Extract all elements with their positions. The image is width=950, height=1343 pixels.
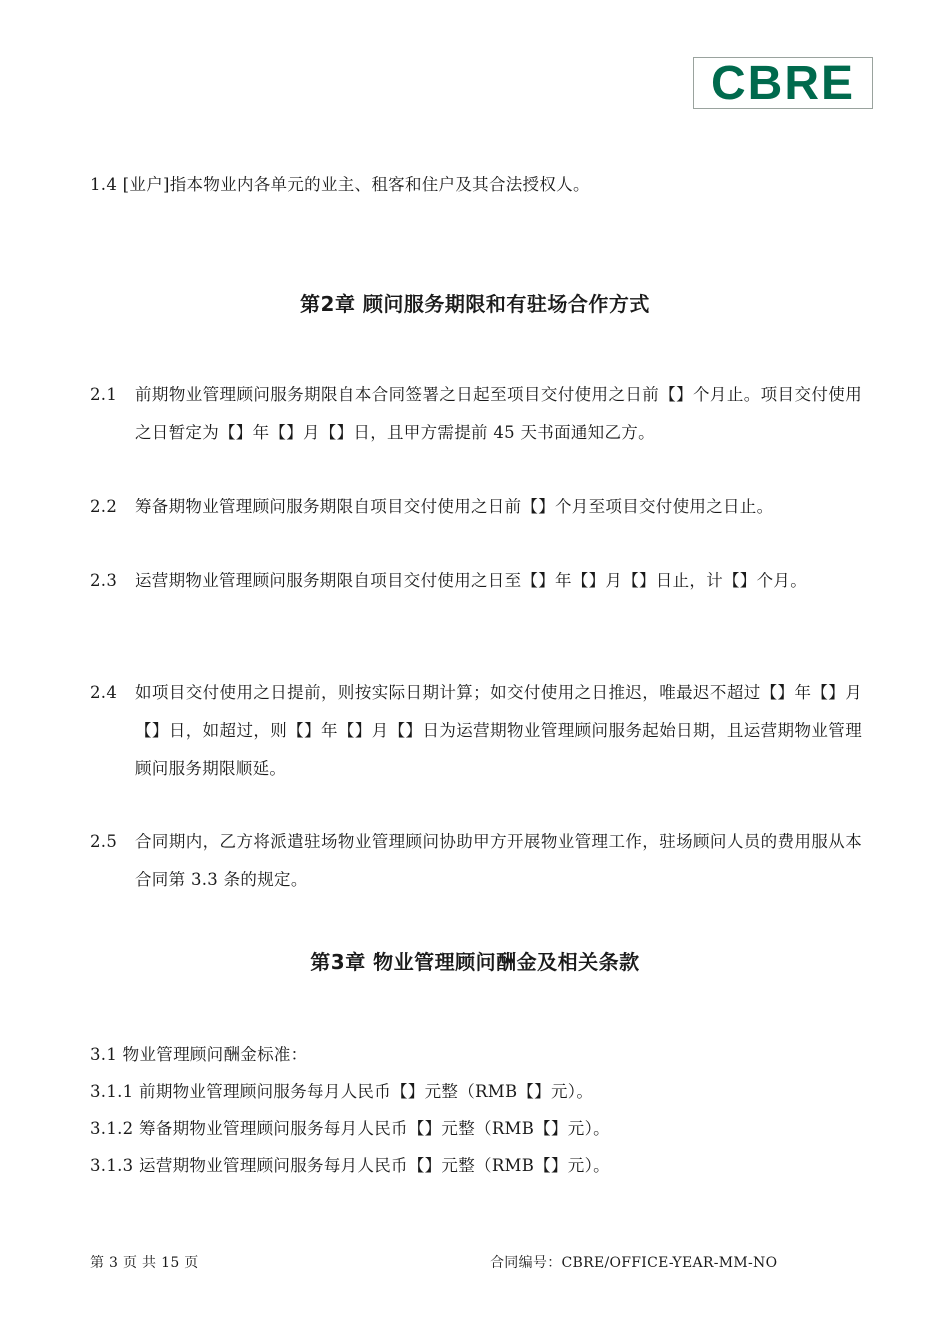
contract-number: 合同编号：CBRE/OFFICE-YEAR-MM-NO xyxy=(490,1255,778,1271)
clause-2-1 xyxy=(90,376,862,452)
page-number: 第 3 页 共 15 页 xyxy=(90,1255,199,1271)
clause-3-1-2: 3.1.2 筹备期物业管理顾问服务每月人民币【】元整（RMB【】元）。 xyxy=(90,1119,610,1138)
clause-text: 前期物业管理顾问服务期限自本合同签署之日起至项目交付使用之日前【】个月止。项目交付使用之日暂定为【】年【】月【】日，且甲方需提前 45 天书面通知乙方。 xyxy=(135,385,862,442)
clause-text: 合同期内，乙方将派遣驻场物业管理顾问协助甲方开展物业管理工作，驻场顾问人员的费用服从本合同第 3.3 条的规定。 xyxy=(135,832,862,889)
clause-2-3 xyxy=(90,562,862,600)
clause-3-1: 3.1 物业管理顾问酬金标准： xyxy=(90,1045,308,1064)
clause-number: 2.3 xyxy=(90,571,118,590)
clause-number: 2.4 xyxy=(90,683,118,702)
clause-3-1-1: 3.1.1 前期物业管理顾问服务每月人民币【】元整（RMB【】元）。 xyxy=(90,1082,594,1101)
clause-2-2 xyxy=(90,488,862,526)
clause-number: 2.1 xyxy=(90,385,118,404)
cbre-logo xyxy=(693,57,873,109)
clause-text: 如项目交付使用之日提前，则按实际日期计算；如交付使用之日推迟，唯最迟不超过【】年【】月【】日，如超过，则【】年【】月【】日为运营期物业管理顾问服务起始日期，且运营期物业管理顾问服务期限顺延。 xyxy=(135,683,862,778)
chapter-3-heading: 第3章 物业管理顾问酬金及相关条款 xyxy=(310,950,640,974)
clause-number: 2.5 xyxy=(90,832,118,851)
clause-3-1-3: 3.1.3 运营期物业管理顾问服务每月人民币【】元整（RMB【】元）。 xyxy=(90,1156,610,1175)
clause-number: 2.2 xyxy=(90,497,118,516)
cbre-logo-mark xyxy=(697,61,869,105)
clause-2-4 xyxy=(90,674,862,788)
clause-1-4: 1.4 [业户]指本物业内各单元的业主、租客和住户及其合法授权人。 xyxy=(90,175,590,194)
clause-2-5 xyxy=(90,823,862,899)
clause-text: 运营期物业管理顾问服务期限自项目交付使用之日至【】年【】月【】日止，计【】个月。 xyxy=(135,571,807,590)
chapter-2-heading: 第2章 顾问服务期限和有驻场合作方式 xyxy=(300,292,650,316)
cbre-logo-text: CBRE xyxy=(710,61,856,105)
clause-text: 筹备期物业管理顾问服务期限自项目交付使用之日前【】个月至项目交付使用之日止。 xyxy=(135,497,774,516)
